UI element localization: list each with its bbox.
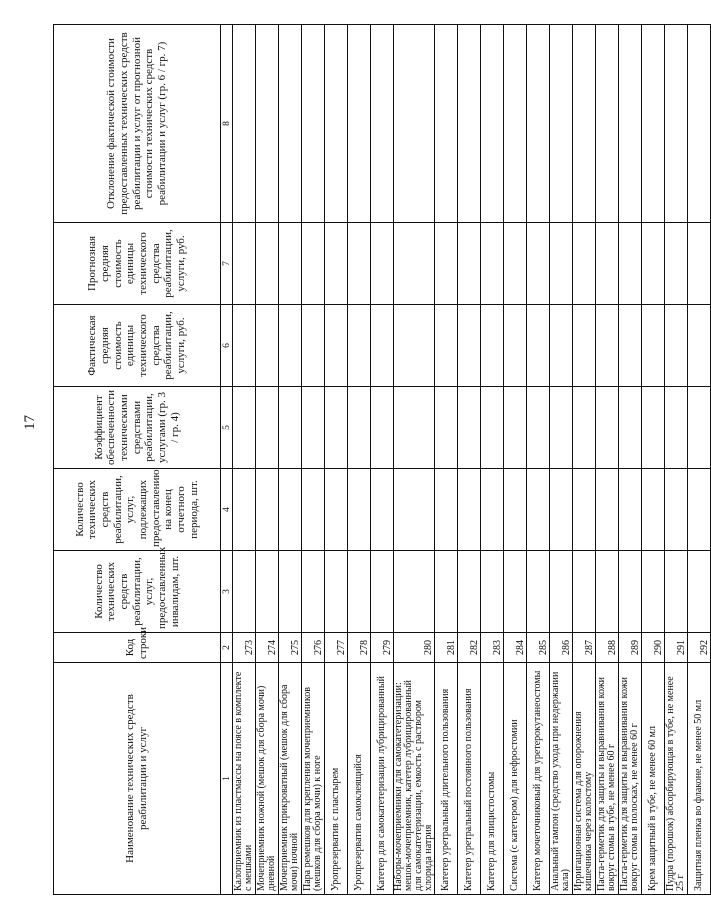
empty-cell: [596, 551, 619, 633]
row-name: Калоприемник из пластмассы на поясе в комплекте с мешками: [233, 663, 256, 895]
empty-cell: [527, 551, 550, 633]
row-name: Катетер уретральный постоянного пользования: [458, 663, 481, 895]
empty-cell: [394, 551, 435, 633]
table-row: [256, 25, 279, 895]
table-row: [642, 25, 665, 895]
table-row: [348, 25, 371, 895]
empty-cell: [642, 223, 665, 305]
empty-cell: [504, 469, 527, 551]
empty-cell: [458, 387, 481, 469]
empty-cell: [394, 25, 435, 223]
table-row: [325, 25, 348, 895]
report-table: [53, 24, 711, 895]
empty-cell: [665, 469, 688, 551]
empty-cell: [619, 25, 642, 223]
empty-cell: [279, 305, 302, 387]
row-name: Катетер для эпицистостомы: [481, 663, 504, 895]
empty-cell: [279, 469, 302, 551]
empty-cell: [596, 223, 619, 305]
row-name: Паста-герметик для защиты и выравнивания кожи вокруг стомы в полосках, не менее 60 г: [619, 663, 642, 895]
empty-cell: [302, 223, 325, 305]
row-name: Наборы-мочеприемники для самокатетеризации: мешок-мочеприемник, катетер лубрицированный для самокатетеризации, емкость с раствором хлорида натрия: [394, 663, 435, 895]
empty-cell: [527, 223, 550, 305]
table-row: [371, 25, 394, 895]
empty-cell: [573, 223, 596, 305]
row-name: Мочеприемник ножной (мешок для сбора мочи) дневной: [256, 663, 279, 895]
header-cell: Количество технических средств реабилитации, услуг, предоставленных инвалидам, шт.: [54, 551, 221, 633]
table-row: [394, 25, 435, 895]
empty-cell: [435, 469, 458, 551]
row-name: Катетер уретральный длительного пользования: [435, 663, 458, 895]
row-code: 290: [642, 633, 665, 663]
empty-cell: [348, 305, 371, 387]
empty-cell: [481, 305, 504, 387]
header-cell: Коэффициент обеспеченности техническими средствами реабилитации, услугами (гр. 3 / гр. 4): [54, 387, 221, 469]
empty-cell: [325, 223, 348, 305]
table-row: [435, 25, 458, 895]
empty-cell: [279, 551, 302, 633]
column-number: 4: [221, 469, 233, 551]
empty-cell: [256, 469, 279, 551]
table-row: [458, 25, 481, 895]
table-row: [619, 25, 642, 895]
empty-cell: [233, 25, 256, 223]
page-number: 17: [22, 415, 38, 430]
header-row: [54, 25, 221, 895]
row-name: Система (с катетером) для нефростомии: [504, 663, 527, 895]
column-number-row: [221, 25, 233, 895]
empty-cell: [688, 551, 711, 633]
empty-cell: [371, 387, 394, 469]
column-number: 1: [221, 663, 233, 895]
empty-cell: [279, 223, 302, 305]
empty-cell: [371, 551, 394, 633]
column-number: 7: [221, 223, 233, 305]
empty-cell: [233, 223, 256, 305]
empty-cell: [256, 551, 279, 633]
empty-cell: [435, 305, 458, 387]
empty-cell: [371, 305, 394, 387]
row-code: 281: [435, 633, 458, 663]
empty-cell: [325, 551, 348, 633]
empty-cell: [233, 305, 256, 387]
empty-cell: [573, 25, 596, 223]
row-code: 273: [233, 633, 256, 663]
empty-cell: [348, 25, 371, 223]
empty-cell: [371, 223, 394, 305]
empty-cell: [688, 469, 711, 551]
empty-cell: [481, 223, 504, 305]
row-name: Уропрезерватив самоклеящийся: [348, 663, 371, 895]
empty-cell: [458, 469, 481, 551]
row-code: 280: [394, 633, 435, 663]
empty-cell: [256, 25, 279, 223]
row-code: 285: [527, 633, 550, 663]
row-code: 291: [665, 633, 688, 663]
table-row: [233, 25, 256, 895]
table-row: [665, 25, 688, 895]
empty-cell: [642, 469, 665, 551]
empty-cell: [279, 387, 302, 469]
row-code: 288: [596, 633, 619, 663]
table-row: [279, 25, 302, 895]
empty-cell: [325, 387, 348, 469]
empty-cell: [619, 387, 642, 469]
empty-cell: [279, 25, 302, 223]
row-code: 275: [279, 633, 302, 663]
empty-cell: [642, 305, 665, 387]
empty-cell: [596, 305, 619, 387]
empty-cell: [435, 25, 458, 223]
empty-cell: [619, 551, 642, 633]
row-name: Катетер для самокатетеризации лубрицированный: [371, 663, 394, 895]
empty-cell: [348, 551, 371, 633]
empty-cell: [233, 469, 256, 551]
empty-cell: [642, 551, 665, 633]
empty-cell: [394, 469, 435, 551]
row-code: 276: [302, 633, 325, 663]
empty-cell: [302, 25, 325, 223]
row-code: 283: [481, 633, 504, 663]
empty-cell: [504, 387, 527, 469]
empty-cell: [550, 305, 573, 387]
row-code: 292: [688, 633, 711, 663]
empty-cell: [619, 305, 642, 387]
empty-cell: [504, 305, 527, 387]
row-name: Пудра (порошок) абсорбирующая в тубе, не менее 25 г: [665, 663, 688, 895]
empty-cell: [619, 223, 642, 305]
empty-cell: [481, 25, 504, 223]
empty-cell: [665, 25, 688, 223]
row-name: Пара ремешков для крепления мочеприемников (мешков для сбора мочи) к ноге: [302, 663, 325, 895]
empty-cell: [665, 305, 688, 387]
empty-cell: [435, 223, 458, 305]
row-code: 278: [348, 633, 371, 663]
header-cell: Прогнозная средняя стоимость единицы технического средства реабилитации, услуги, руб.: [54, 223, 221, 305]
empty-cell: [256, 223, 279, 305]
row-name: Защитная пленка во флаконе, не менее 50 мл: [688, 663, 711, 895]
empty-cell: [394, 223, 435, 305]
empty-cell: [394, 305, 435, 387]
row-code: 282: [458, 633, 481, 663]
empty-cell: [573, 469, 596, 551]
empty-cell: [481, 469, 504, 551]
header-cell: Наименование технических средств реабилитации и услуг: [54, 663, 221, 895]
empty-cell: [688, 387, 711, 469]
empty-cell: [371, 25, 394, 223]
table-row: [550, 25, 573, 895]
column-number: 5: [221, 387, 233, 469]
empty-cell: [458, 223, 481, 305]
row-name: Крем защитный в тубе, не менее 60 мл: [642, 663, 665, 895]
empty-cell: [504, 551, 527, 633]
empty-cell: [550, 551, 573, 633]
empty-cell: [325, 305, 348, 387]
table-row: [688, 25, 711, 895]
empty-cell: [435, 551, 458, 633]
empty-cell: [550, 223, 573, 305]
empty-cell: [550, 469, 573, 551]
empty-cell: [573, 387, 596, 469]
header-cell: Фактическая средняя стоимость единицы технического средства реабилитации, услуги, руб.: [54, 305, 221, 387]
empty-cell: [665, 387, 688, 469]
empty-cell: [348, 469, 371, 551]
table-row: [302, 25, 325, 895]
empty-cell: [573, 305, 596, 387]
empty-cell: [256, 305, 279, 387]
header-cell: Отклонение фактической стоимости предоставленных технических средств реабилитации и услуг от прогнозной стоимости технических средств реабилитации и услуг (гр. 6 / гр. 7): [54, 25, 221, 223]
empty-cell: [458, 551, 481, 633]
empty-cell: [302, 469, 325, 551]
empty-cell: [596, 469, 619, 551]
empty-cell: [348, 387, 371, 469]
empty-cell: [325, 469, 348, 551]
empty-cell: [527, 387, 550, 469]
empty-cell: [435, 387, 458, 469]
row-code: 274: [256, 633, 279, 663]
empty-cell: [302, 305, 325, 387]
empty-cell: [504, 223, 527, 305]
empty-cell: [348, 223, 371, 305]
empty-cell: [481, 387, 504, 469]
empty-cell: [596, 387, 619, 469]
row-code: 287: [573, 633, 596, 663]
row-code: 284: [504, 633, 527, 663]
empty-cell: [256, 387, 279, 469]
row-code: 277: [325, 633, 348, 663]
empty-cell: [642, 25, 665, 223]
table-row: [504, 25, 527, 895]
empty-cell: [233, 551, 256, 633]
row-code: 286: [550, 633, 573, 663]
table-row: [527, 25, 550, 895]
empty-cell: [642, 387, 665, 469]
row-name: Мочеприемник прикроватный (мешок для сбора мочи) ночной: [279, 663, 302, 895]
empty-cell: [573, 551, 596, 633]
empty-cell: [550, 387, 573, 469]
column-number: 2: [221, 633, 233, 663]
rotated-table-wrapper: [53, 25, 710, 895]
empty-cell: [688, 223, 711, 305]
row-code: 279: [371, 633, 394, 663]
empty-cell: [394, 387, 435, 469]
row-name: Ирригационная система для опорожнения кишечника через колостому: [573, 663, 596, 895]
empty-cell: [325, 25, 348, 223]
table-row: [573, 25, 596, 895]
row-name: Уропрезерватив с пластырем: [325, 663, 348, 895]
empty-cell: [550, 25, 573, 223]
empty-cell: [619, 469, 642, 551]
row-code: 289: [619, 633, 642, 663]
empty-cell: [302, 551, 325, 633]
empty-cell: [302, 387, 325, 469]
empty-cell: [458, 305, 481, 387]
empty-cell: [665, 223, 688, 305]
empty-cell: [233, 387, 256, 469]
column-number: 3: [221, 551, 233, 633]
empty-cell: [504, 25, 527, 223]
empty-cell: [527, 305, 550, 387]
empty-cell: [527, 25, 550, 223]
row-name: Катетер мочеточниковый для уретерокутанеостомы: [527, 663, 550, 895]
column-number: 8: [221, 25, 233, 223]
empty-cell: [665, 551, 688, 633]
empty-cell: [371, 469, 394, 551]
column-number: 6: [221, 305, 233, 387]
empty-cell: [688, 305, 711, 387]
empty-cell: [458, 25, 481, 223]
table-row: [481, 25, 504, 895]
row-name: Анальный тампон (средство ухода при недержании кала): [550, 663, 573, 895]
header-cell: Код строки: [54, 633, 221, 663]
empty-cell: [688, 25, 711, 223]
table-row: [596, 25, 619, 895]
empty-cell: [481, 551, 504, 633]
row-name: Паста-герметик для защиты и выравнивания кожи вокруг стомы в тубе, не менее 60 г: [596, 663, 619, 895]
empty-cell: [596, 25, 619, 223]
empty-cell: [527, 469, 550, 551]
header-cell: Количество технических средств реабилитации, услуг, подлежащих предоставлению на конец отчетного периода, шт.: [54, 469, 221, 551]
